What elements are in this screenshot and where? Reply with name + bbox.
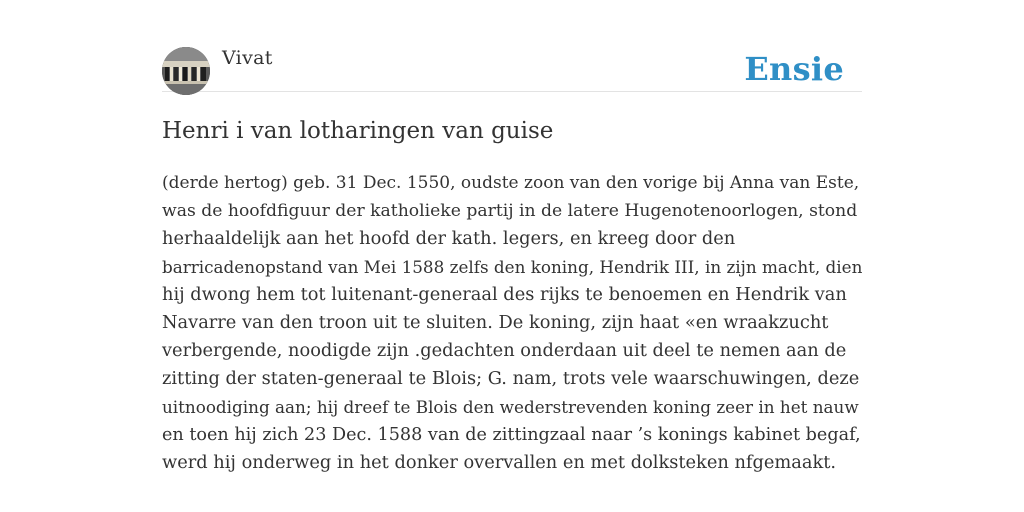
body-line: uitnoodiging aan; hij dreef te Blois den wederstrevenden koning zeer in het nauw <box>162 396 859 417</box>
body-line: werd hij onderweg in het donker overvallen en met dolksteken nfgemaakt. <box>162 451 837 473</box>
brand-logo[interactable]: Ensie <box>744 50 844 88</box>
book-spines-avatar-icon[interactable] <box>162 47 210 95</box>
body-line: barricadenopstand van Mei 1588 zelfs den koning, Hendrik III, in zijn macht, dien <box>162 256 863 277</box>
body-line: Navarre van den troon uit te sluiten. De koning, zijn haat «en wraakzucht <box>162 311 829 333</box>
body-line: verbergende, noodigde zijn .gedachten onderdaan uit deel te nemen aan de <box>162 339 847 361</box>
article-body <box>162 169 862 477</box>
article-card <box>162 46 862 477</box>
body-line: en toen hij zich 23 Dec. 1588 van de zittingzaal naar ’s konings kabinet begaf, <box>162 424 861 445</box>
article-title: Henri i van lotharingen van guise <box>162 118 554 144</box>
body-line: (derde hertog) geb. 31 Dec. 1550, oudste zoon van den vorige bij Anna van Este, <box>162 172 860 193</box>
card-header <box>162 46 862 92</box>
body-line: hij dwong hem tot luitenant-generaal des rijks te benoemen en Hendrik van <box>162 283 847 305</box>
body-line: zitting der staten-generaal te Blois; G. nam, trots vele waarschuwingen, deze <box>162 367 860 389</box>
body-line: herhaaldelijk aan het hoofd der kath. legers, en kreeg door den <box>162 227 736 249</box>
source-name[interactable]: Vivat <box>222 47 273 69</box>
body-line: was de hoofdfiguur der katholieke partij in de latere Hugenotenoorlogen, stond <box>162 200 858 221</box>
